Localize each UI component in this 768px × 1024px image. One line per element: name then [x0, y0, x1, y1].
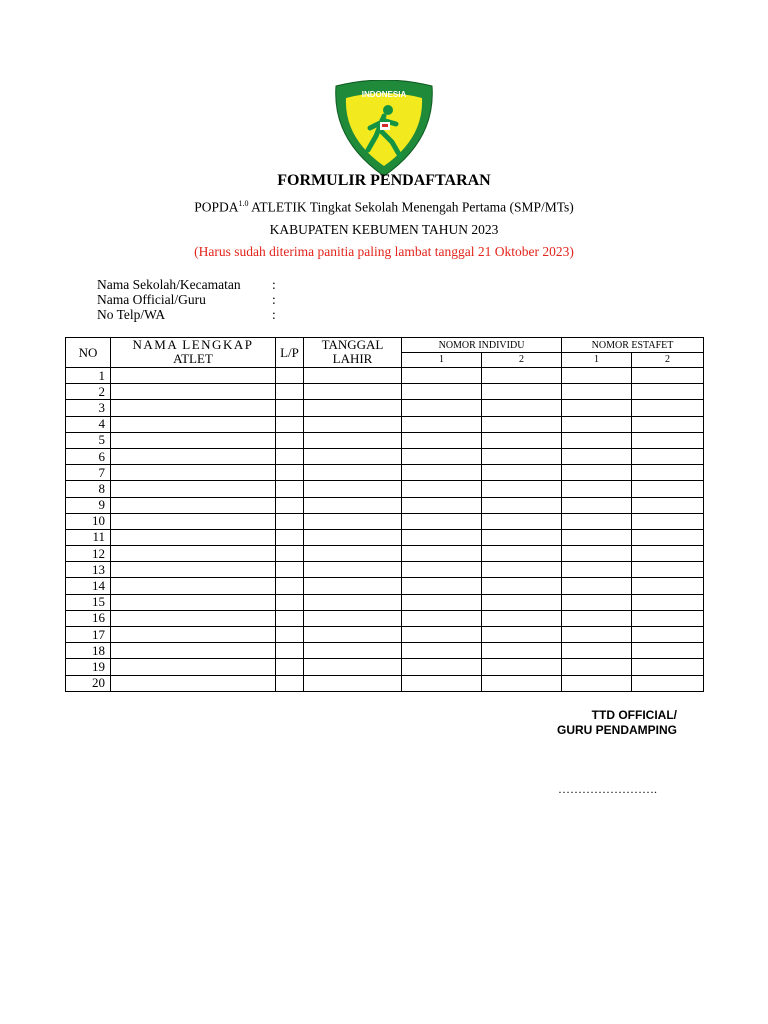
cell-nama[interactable]	[111, 546, 276, 562]
cell-individu-1[interactable]	[402, 594, 482, 610]
cell-estafet-2[interactable]	[632, 448, 704, 464]
cell-lp[interactable]	[276, 465, 304, 481]
cell-individu-1[interactable]	[402, 513, 482, 529]
cell-individu-1[interactable]	[402, 432, 482, 448]
header-no: NO	[66, 338, 111, 368]
cell-tanggal[interactable]	[304, 465, 402, 481]
signature-line-2: GURU PENDAMPING	[556, 723, 677, 737]
cell-nama[interactable]	[111, 432, 276, 448]
cell-estafet-1[interactable]	[562, 497, 632, 513]
row-number: 14	[66, 578, 111, 594]
info-row-school	[97, 277, 276, 292]
header-tanggal-line2: LAHIR	[332, 351, 373, 366]
cell-individu-1[interactable]	[402, 448, 482, 464]
cell-individu-1[interactable]	[402, 578, 482, 594]
row-number: 12	[66, 546, 111, 562]
cell-lp[interactable]	[276, 513, 304, 529]
cell-nama[interactable]	[111, 481, 276, 497]
info-sep: :	[272, 277, 276, 292]
cell-estafet-2[interactable]	[632, 675, 704, 691]
table-row	[66, 497, 704, 513]
cell-individu-1[interactable]	[402, 675, 482, 691]
cell-estafet-2[interactable]	[632, 481, 704, 497]
cell-estafet-2[interactable]	[632, 562, 704, 578]
cell-estafet-1[interactable]	[562, 448, 632, 464]
cell-estafet-1[interactable]	[562, 529, 632, 545]
cell-individu-2[interactable]	[482, 562, 562, 578]
cell-lp[interactable]	[276, 594, 304, 610]
table-row	[66, 627, 704, 643]
cell-lp[interactable]	[276, 416, 304, 432]
cell-estafet-1[interactable]	[562, 562, 632, 578]
cell-nama[interactable]	[111, 594, 276, 610]
pasi-logo	[330, 80, 438, 180]
cell-estafet-1[interactable]	[562, 675, 632, 691]
cell-estafet-2[interactable]	[632, 546, 704, 562]
cell-individu-1[interactable]	[402, 562, 482, 578]
deadline-notice: (Harus sudah diterima panitia paling lambat tanggal 21 Oktober 2023)	[194, 244, 574, 259]
row-number: 2	[66, 384, 111, 400]
registration-table	[65, 337, 704, 692]
header-individu-2: 2	[482, 353, 562, 368]
cell-estafet-2[interactable]	[632, 465, 704, 481]
cell-estafet-1[interactable]	[562, 513, 632, 529]
cell-tanggal[interactable]	[304, 432, 402, 448]
info-label: Nama Sekolah/Kecamatan	[97, 277, 241, 292]
cell-lp[interactable]	[276, 448, 304, 464]
header-tanggal	[304, 338, 402, 368]
cell-estafet-2[interactable]	[632, 627, 704, 643]
cell-tanggal[interactable]	[304, 368, 402, 384]
cell-estafet-1[interactable]	[562, 627, 632, 643]
cell-estafet-2[interactable]	[632, 400, 704, 416]
cell-individu-2[interactable]	[482, 546, 562, 562]
cell-individu-2[interactable]	[482, 610, 562, 626]
cell-nama[interactable]	[111, 400, 276, 416]
cell-nama[interactable]	[111, 562, 276, 578]
cell-tanggal[interactable]	[304, 481, 402, 497]
cell-tanggal[interactable]	[304, 513, 402, 529]
cell-estafet-1[interactable]	[562, 368, 632, 384]
table-row	[66, 432, 704, 448]
row-number: 15	[66, 594, 111, 610]
table-row	[66, 448, 704, 464]
cell-estafet-2[interactable]	[632, 432, 704, 448]
cell-nama[interactable]	[111, 578, 276, 594]
cell-individu-2[interactable]	[482, 432, 562, 448]
row-number: 19	[66, 659, 111, 675]
table-row	[66, 659, 704, 675]
cell-individu-2[interactable]	[482, 497, 562, 513]
cell-nama[interactable]	[111, 675, 276, 691]
cell-tanggal[interactable]	[304, 610, 402, 626]
cell-individu-2[interactable]	[482, 481, 562, 497]
cell-lp[interactable]	[276, 578, 304, 594]
row-number: 10	[66, 513, 111, 529]
cell-tanggal[interactable]	[304, 448, 402, 464]
cell-tanggal[interactable]	[304, 384, 402, 400]
cell-individu-1[interactable]	[402, 546, 482, 562]
cell-estafet-1[interactable]	[562, 481, 632, 497]
cell-estafet-1[interactable]	[562, 594, 632, 610]
header-nama	[111, 338, 276, 368]
table-row	[66, 675, 704, 691]
table-row	[66, 400, 704, 416]
table-row	[66, 416, 704, 432]
cell-individu-2[interactable]	[482, 400, 562, 416]
cell-estafet-2[interactable]	[632, 368, 704, 384]
header-estafet-2: 2	[632, 353, 704, 368]
row-number: 9	[66, 497, 111, 513]
cell-individu-2[interactable]	[482, 627, 562, 643]
row-number: 18	[66, 643, 111, 659]
cell-nama[interactable]	[111, 497, 276, 513]
cell-estafet-2[interactable]	[632, 659, 704, 675]
cell-estafet-1[interactable]	[562, 578, 632, 594]
cell-individu-1[interactable]	[402, 659, 482, 675]
atletik-text: ATLETIK Tingkat Sekolah Menengah Pertama (SMP/MTs)	[248, 199, 574, 215]
table-row	[66, 513, 704, 529]
cell-nama[interactable]	[111, 610, 276, 626]
cell-individu-2[interactable]	[482, 675, 562, 691]
row-number: 7	[66, 465, 111, 481]
table-row	[66, 546, 704, 562]
cell-nama[interactable]	[111, 384, 276, 400]
info-label: Nama Official/Guru	[97, 292, 206, 307]
header-nama-line1: NAMA LENGKAP	[132, 337, 254, 352]
header-tanggal-line1: TANGGAL	[321, 337, 384, 352]
cell-nama[interactable]	[111, 513, 276, 529]
row-number: 13	[66, 562, 111, 578]
cell-individu-2[interactable]	[482, 513, 562, 529]
cell-individu-2[interactable]	[482, 384, 562, 400]
table-row	[66, 578, 704, 594]
cell-tanggal[interactable]	[304, 578, 402, 594]
cell-estafet-1[interactable]	[562, 659, 632, 675]
cell-estafet-1[interactable]	[562, 416, 632, 432]
cell-individu-1[interactable]	[402, 529, 482, 545]
cell-estafet-1[interactable]	[562, 610, 632, 626]
cell-lp[interactable]	[276, 627, 304, 643]
cell-lp[interactable]	[276, 368, 304, 384]
signature-line-1: TTD OFFICIAL/	[591, 708, 677, 722]
cell-individu-2[interactable]	[482, 659, 562, 675]
popda-text: POPDA	[194, 199, 239, 215]
cell-lp[interactable]	[276, 675, 304, 691]
cell-nama[interactable]	[111, 448, 276, 464]
cell-estafet-1[interactable]	[562, 384, 632, 400]
header-estafet-1: 1	[562, 353, 632, 368]
info-label: No Telp/WA	[97, 307, 166, 322]
info-row-phone	[97, 307, 276, 322]
signature-dots: …………………….	[558, 782, 657, 796]
cell-estafet-2[interactable]	[632, 594, 704, 610]
header-lp: L/P	[276, 338, 304, 368]
row-number: 4	[66, 416, 111, 432]
cell-individu-2[interactable]	[482, 594, 562, 610]
table-row	[66, 643, 704, 659]
cell-nama[interactable]	[111, 643, 276, 659]
table-row	[66, 594, 704, 610]
cell-lp[interactable]	[276, 643, 304, 659]
header-individu: NOMOR INDIVIDU	[402, 338, 562, 353]
cell-estafet-2[interactable]	[632, 610, 704, 626]
subtitle-line-1	[0, 199, 768, 216]
cell-tanggal[interactable]	[304, 594, 402, 610]
cell-lp[interactable]	[276, 432, 304, 448]
info-sep: :	[272, 307, 276, 322]
cell-nama[interactable]	[111, 627, 276, 643]
form-title: FORMULIR PENDAFTARAN	[277, 172, 491, 189]
cell-individu-1[interactable]	[402, 643, 482, 659]
cell-estafet-1[interactable]	[562, 643, 632, 659]
table-row	[66, 610, 704, 626]
info-block	[97, 277, 276, 322]
cell-individu-1[interactable]	[402, 416, 482, 432]
cell-lp[interactable]	[276, 384, 304, 400]
logo-arc-text: INDONESIA	[361, 90, 407, 99]
cell-individu-1[interactable]	[402, 465, 482, 481]
cell-estafet-2[interactable]	[632, 384, 704, 400]
cell-tanggal[interactable]	[304, 529, 402, 545]
cell-tanggal[interactable]	[304, 400, 402, 416]
cell-tanggal[interactable]	[304, 416, 402, 432]
row-number: 3	[66, 400, 111, 416]
cell-individu-2[interactable]	[482, 465, 562, 481]
row-number: 6	[66, 448, 111, 464]
cell-estafet-2[interactable]	[632, 529, 704, 545]
cell-tanggal[interactable]	[304, 643, 402, 659]
cell-individu-2[interactable]	[482, 448, 562, 464]
cell-nama[interactable]	[111, 465, 276, 481]
header-individu-1: 1	[402, 353, 482, 368]
popda-version: 1.0	[238, 199, 249, 208]
row-number: 8	[66, 481, 111, 497]
header-nama-line2: ATLET	[173, 351, 213, 366]
subtitle-line-2: KABUPATEN KEBUMEN TAHUN 2023	[269, 222, 499, 237]
row-number: 16	[66, 610, 111, 626]
cell-tanggal[interactable]	[304, 562, 402, 578]
row-number: 1	[66, 368, 111, 384]
cell-individu-1[interactable]	[402, 481, 482, 497]
info-sep: :	[272, 292, 276, 307]
cell-nama[interactable]	[111, 659, 276, 675]
cell-estafet-1[interactable]	[562, 465, 632, 481]
table-row	[66, 384, 704, 400]
cell-lp[interactable]	[276, 400, 304, 416]
cell-lp[interactable]	[276, 497, 304, 513]
cell-lp[interactable]	[276, 562, 304, 578]
cell-estafet-2[interactable]	[632, 416, 704, 432]
info-row-official	[97, 292, 276, 307]
table-row	[66, 562, 704, 578]
cell-lp[interactable]	[276, 610, 304, 626]
cell-individu-2[interactable]	[482, 578, 562, 594]
cell-individu-1[interactable]	[402, 384, 482, 400]
cell-lp[interactable]	[276, 481, 304, 497]
cell-individu-1[interactable]	[402, 497, 482, 513]
header-estafet: NOMOR ESTAFET	[562, 338, 704, 353]
cell-estafet-2[interactable]	[632, 643, 704, 659]
cell-nama[interactable]	[111, 416, 276, 432]
cell-lp[interactable]	[276, 659, 304, 675]
table-row	[66, 465, 704, 481]
cell-tanggal[interactable]	[304, 675, 402, 691]
cell-tanggal[interactable]	[304, 627, 402, 643]
cell-estafet-1[interactable]	[562, 400, 632, 416]
table-row	[66, 529, 704, 545]
cell-lp[interactable]	[276, 529, 304, 545]
cell-individu-2[interactable]	[482, 643, 562, 659]
row-number: 20	[66, 675, 111, 691]
cell-nama[interactable]	[111, 368, 276, 384]
cell-individu-1[interactable]	[402, 368, 482, 384]
table-row	[66, 481, 704, 497]
cell-individu-2[interactable]	[482, 529, 562, 545]
cell-nama[interactable]	[111, 529, 276, 545]
signature-block	[557, 708, 677, 738]
cell-estafet-1[interactable]	[562, 432, 632, 448]
cell-estafet-1[interactable]	[562, 546, 632, 562]
row-number: 11	[66, 529, 111, 545]
cell-tanggal[interactable]	[304, 497, 402, 513]
cell-estafet-2[interactable]	[632, 578, 704, 594]
cell-individu-1[interactable]	[402, 610, 482, 626]
row-number: 17	[66, 627, 111, 643]
cell-lp[interactable]	[276, 546, 304, 562]
cell-individu-2[interactable]	[482, 368, 562, 384]
cell-estafet-2[interactable]	[632, 497, 704, 513]
table-body	[66, 368, 704, 692]
cell-tanggal[interactable]	[304, 659, 402, 675]
cell-individu-2[interactable]	[482, 416, 562, 432]
cell-individu-1[interactable]	[402, 400, 482, 416]
row-number: 5	[66, 432, 111, 448]
table-row	[66, 368, 704, 384]
cell-estafet-2[interactable]	[632, 513, 704, 529]
cell-individu-1[interactable]	[402, 627, 482, 643]
cell-tanggal[interactable]	[304, 546, 402, 562]
